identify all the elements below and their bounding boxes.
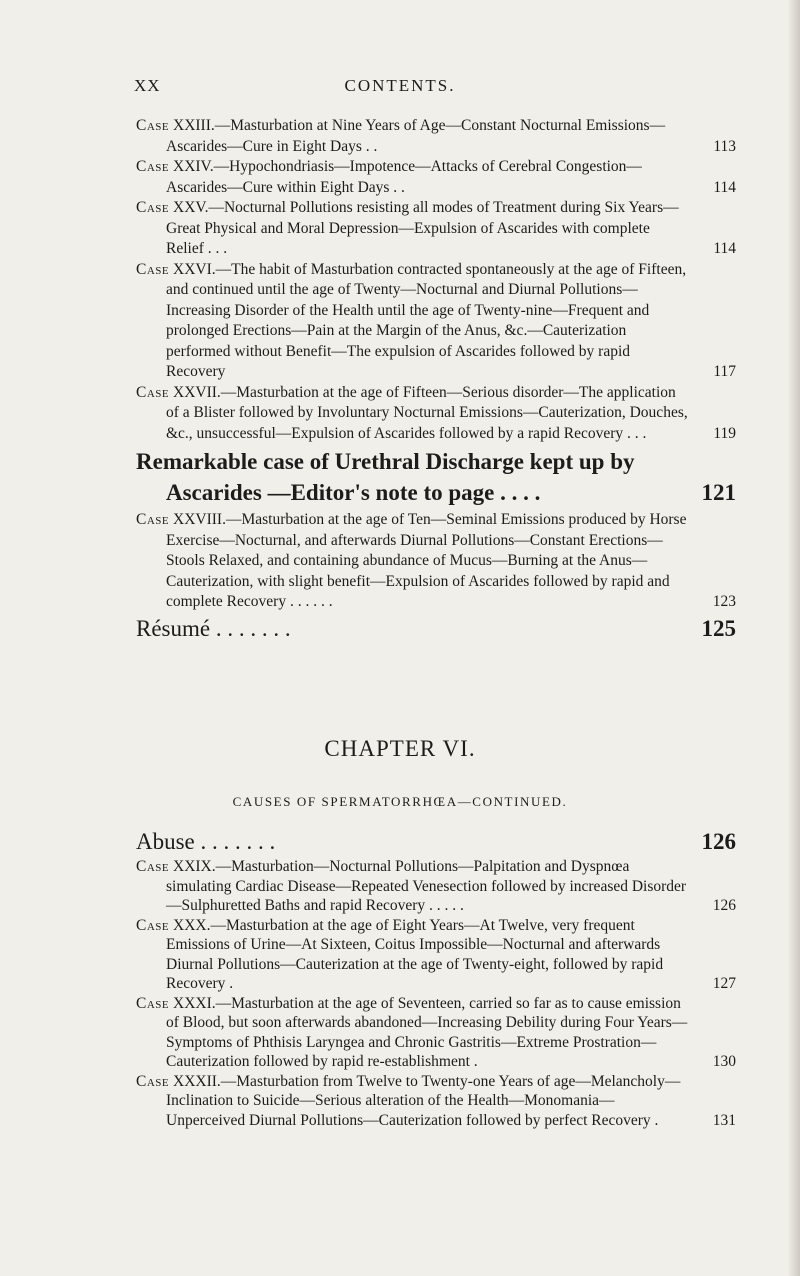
case-label: Case [136,994,170,1012]
page-roman-numeral: XX [134,76,161,95]
leader-dots: . . . [623,424,647,442]
entry-text: Résumé [136,615,211,641]
contents-section-2 [136,826,736,1130]
entry-text: Abuse [136,829,195,854]
running-title: CONTENTS. [344,76,456,95]
toc-entry-case-27 [136,383,736,445]
toc-entry-case-24 [136,157,736,198]
case-label: Case [136,158,170,175]
leader-dots: . [469,1053,478,1070]
case-label: Case [136,117,170,134]
case-label: Case [136,383,170,401]
page-number: 130 [712,1053,736,1070]
entry-text: XXIV.—Hypochondriasis—Impotence—Attacks of Cerebral Congestion—Ascarides—Cure within Eight Days [166,158,642,196]
case-label: Case [136,511,170,528]
toc-entry-case-28 [136,510,736,613]
entry-text: XXVIII.—Masturbation at the age of Ten—Seminal Emissions produced by Horse Exercise—Nocturnal, and afterwards Diurnal Pollutions—Constant Erections—Stools Relaxed, and containing abundance of Mucus—Burning at the Anus—Cauterization, with slight benefit—Expulsion of Ascarides followed by rapid and complete Recovery [166,511,687,610]
entry-text: XXIX.—Masturbation—Nocturnal Pollutions—Palpitation and Dyspnœa simulating Cardiac Disease—Repeated Venesection followed by increased Disorder—Sulphuretted Baths and rapid Recovery [166,858,687,914]
entry-text: XXX.—Masturbation at the age of Eight Years—At Twelve, very frequent Emissions of Urine—At Sixteen, Coitus Impossible—Nocturnal and afterwards Diurnal Pollutions—Cauterization at the age of Twenty-eight, followed by rapid Recovery [166,916,664,992]
entry-text: XXXII.—Masturbation from Twelve to Twenty-one Years of age—Melancholy—Inclination to Suicide—Serious alteration of the Health—Monomania—Unperceived Diurnal Pollutions—Cauterization followed by perfect Recovery [166,1072,681,1129]
leader-dots: . . . [203,240,228,257]
toc-entry-remarkable-case [136,446,736,508]
leader-dots: . . [389,178,405,196]
chapter-subtitle: CAUSES OF SPERMATORRHŒA—CONTINUED. [232,794,568,809]
leader-dots: . . [361,137,378,155]
case-label: Case [136,199,170,216]
page-number: 117 [713,363,736,380]
toc-entry-case-30 [136,916,736,994]
toc-entry-resume [136,613,736,644]
leader-dots: . . . . [494,480,541,505]
entry-text: XXV.—Nocturnal Pollutions resisting all modes of Treatment during Six Years—Great Physical and Moral Depression—Expulsion of Ascarides with complete Relief [166,199,679,257]
toc-entry-case-25 [136,198,736,260]
page-number: 119 [713,424,736,442]
entry-text: Remarkable case of Urethral Discharge kept up by Ascarides —Editor's note to page [136,449,635,505]
case-label: Case [136,260,170,278]
entry-text: XXVII.—Masturbation at the age of Fifteen—Serious disorder—The application of a Blister followed by Involuntary Nocturnal Emissions—Cauterization, Douches, &c., unsuccessful—Expulsion of Ascarides followed by a rapid Recovery [166,383,688,442]
contents-section-1 [136,116,736,644]
toc-entry-case-32 [136,1072,736,1131]
entry-text: XXVI.—The habit of Masturbation contracted spontaneously at the age of Fifteen, and continued until the age of Twenty—Nocturnal and Diurnal Pollutions—Increasing Disorder of the Health until the age of Twenty-nine—Frequent and prolonged Erections—Pain at the Margin of the Anus, &c.—Cauterization performed without Benefit—The expulsion of Ascarides followed by rapid Recovery [166,260,687,380]
toc-entry-case-26 [136,260,736,383]
leader-dots: . . . . . . [286,593,333,610]
page-number: 114 [713,178,736,196]
leader-dots: . [650,1111,659,1129]
page-number: 126 [712,897,736,914]
leader-dots: . . . . . [425,897,464,914]
page-number: 121 [701,480,736,505]
page-number: 114 [713,240,736,257]
leader-dots: . . . . . . . [210,615,291,641]
leader-dots: . [225,975,234,992]
entry-text: XXIII.—Masturbation at Nine Years of Age—Constant Nocturnal Emissions—Ascarides—Cure in Eight Days [166,117,666,155]
chapter-heading: CHAPTER VI. [324,736,476,761]
page-number: 123 [712,593,736,610]
page-number: 127 [712,975,736,992]
leader-dots: . . . . . . . [194,829,276,854]
page-edge-shadow [788,0,800,1276]
case-label: Case [136,858,170,875]
page-number: 131 [712,1111,736,1129]
toc-entry-case-31 [136,994,736,1072]
case-label: Case [136,1072,170,1090]
page-number: 126 [701,829,736,854]
toc-entry-case-29 [136,857,736,916]
case-label: Case [136,916,170,934]
toc-entry-case-23 [136,116,736,157]
toc-entry-abuse [136,826,736,857]
page-number: 113 [713,137,736,155]
entry-text: XXXI.—Masturbation at the age of Seventeen, carried so far as to cause emission of Blood, but soon afterwards abandoned—Increasing Debility during Four Years—Symptoms of Phthisis Laryngea and Chronic Gastritis—Extreme Prostration—Cauterization followed by rapid re-establishment [166,994,688,1070]
running-head [0,76,800,98]
page-number: 125 [701,615,736,641]
